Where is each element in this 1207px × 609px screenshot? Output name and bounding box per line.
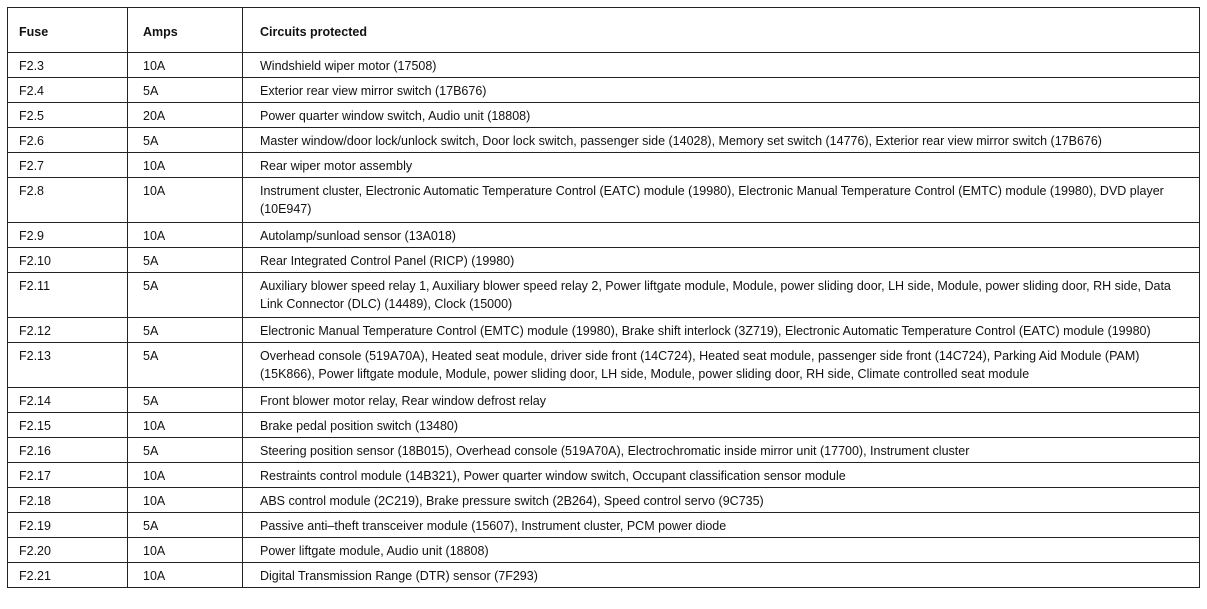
circuits-cell: Master window/door lock/unlock switch, Door lock switch, passenger side (14028), Memory set switch (14776), Exterior rear view mirror switch (17B676) (243, 128, 1200, 153)
fuse-cell: F2.14 (8, 388, 128, 413)
table-row (8, 273, 1200, 318)
header-row (8, 8, 1200, 53)
table-row (8, 388, 1200, 413)
amps-cell: 5A (128, 388, 243, 413)
circuits-cell: Passive anti–theft transceiver module (15607), Instrument cluster, PCM power diode (243, 513, 1200, 538)
circuits-cell: Restraints control module (14B321), Power quarter window switch, Occupant classification sensor module (243, 463, 1200, 488)
fuse-cell: F2.8 (8, 178, 128, 223)
circuits-cell: Digital Transmission Range (DTR) sensor (7F293) (243, 563, 1200, 588)
amps-cell: 5A (128, 78, 243, 103)
amps-cell: 5A (128, 273, 243, 318)
circuits-cell: Windshield wiper motor (17508) (243, 53, 1200, 78)
circuits-cell: Brake pedal position switch (13480) (243, 413, 1200, 438)
fuse-cell: F2.20 (8, 538, 128, 563)
table-row (8, 463, 1200, 488)
circuits-cell: Rear Integrated Control Panel (RICP) (19980) (243, 248, 1200, 273)
table-row (8, 413, 1200, 438)
table-body (8, 53, 1200, 588)
circuits-cell: Power liftgate module, Audio unit (18808) (243, 538, 1200, 563)
circuits-cell: Autolamp/sunload sensor (13A018) (243, 223, 1200, 248)
amps-cell: 5A (128, 513, 243, 538)
table-row (8, 128, 1200, 153)
fuse-cell: F2.10 (8, 248, 128, 273)
amps-cell: 10A (128, 463, 243, 488)
amps-cell: 5A (128, 438, 243, 463)
fuse-cell: F2.3 (8, 53, 128, 78)
table-row (8, 488, 1200, 513)
amps-cell: 20A (128, 103, 243, 128)
fuse-cell: F2.18 (8, 488, 128, 513)
fuse-cell: F2.15 (8, 413, 128, 438)
amps-cell: 10A (128, 488, 243, 513)
amps-cell: 10A (128, 178, 243, 223)
fuse-cell: F2.19 (8, 513, 128, 538)
amps-cell: 5A (128, 318, 243, 343)
table-row (8, 248, 1200, 273)
amps-cell: 10A (128, 223, 243, 248)
amps-cell: 5A (128, 343, 243, 388)
fuse-cell: F2.16 (8, 438, 128, 463)
fuse-cell: F2.13 (8, 343, 128, 388)
circuits-cell: Instrument cluster, Electronic Automatic Temperature Control (EATC) module (19980), Electronic Manual Temperature Control (EMTC) module (19980), DVD player (10E947) (243, 178, 1200, 223)
fuse-cell: F2.11 (8, 273, 128, 318)
circuits-cell: Power quarter window switch, Audio unit (18808) (243, 103, 1200, 128)
fuse-cell: F2.12 (8, 318, 128, 343)
circuits-cell: Overhead console (519A70A), Heated seat module, driver side front (14C724), Heated seat module, passenger side front (14C724), Parking Aid Module (PAM) (15K866), Power liftgate module, Module, power sliding door, LH side, Module, power sliding door, RH side, Climate controlled seat module (243, 343, 1200, 388)
circuits-cell: Auxiliary blower speed relay 1, Auxiliary blower speed relay 2, Power liftgate module, Module, power sliding door, LH side, Module, power sliding door, RH side, Data Link Connector (DLC) (14489), Clock (15000) (243, 273, 1200, 318)
header-fuse: Fuse (8, 8, 128, 53)
table-row (8, 103, 1200, 128)
amps-cell: 10A (128, 53, 243, 78)
fuse-cell: F2.5 (8, 103, 128, 128)
table-row (8, 513, 1200, 538)
circuits-cell: ABS control module (2C219), Brake pressure switch (2B264), Speed control servo (9C735) (243, 488, 1200, 513)
amps-cell: 10A (128, 563, 243, 588)
fuse-cell: F2.21 (8, 563, 128, 588)
amps-cell: 10A (128, 413, 243, 438)
amps-cell: 5A (128, 128, 243, 153)
table-row (8, 178, 1200, 223)
header-amps: Amps (128, 8, 243, 53)
fuse-cell: F2.6 (8, 128, 128, 153)
circuits-cell: Rear wiper motor assembly (243, 153, 1200, 178)
fuse-cell: F2.4 (8, 78, 128, 103)
table-row (8, 223, 1200, 248)
circuits-cell: Front blower motor relay, Rear window defrost relay (243, 388, 1200, 413)
table-row (8, 318, 1200, 343)
table-row (8, 438, 1200, 463)
table-row (8, 53, 1200, 78)
circuits-cell: Electronic Manual Temperature Control (EMTC) module (19980), Brake shift interlock (3Z719), Electronic Automatic Temperature Control (EATC) module (19980) (243, 318, 1200, 343)
circuits-cell: Steering position sensor (18B015), Overhead console (519A70A), Electrochromatic inside mirror unit (17700), Instrument cluster (243, 438, 1200, 463)
amps-cell: 5A (128, 248, 243, 273)
fuse-cell: F2.17 (8, 463, 128, 488)
table-row (8, 343, 1200, 388)
fuse-table (7, 7, 1200, 588)
table-row (8, 78, 1200, 103)
table-row (8, 538, 1200, 563)
table-row (8, 153, 1200, 178)
table-row (8, 563, 1200, 588)
fuse-cell: F2.7 (8, 153, 128, 178)
circuits-cell: Exterior rear view mirror switch (17B676) (243, 78, 1200, 103)
header-circuits: Circuits protected (243, 8, 1200, 53)
amps-cell: 10A (128, 153, 243, 178)
fuse-cell: F2.9 (8, 223, 128, 248)
amps-cell: 10A (128, 538, 243, 563)
